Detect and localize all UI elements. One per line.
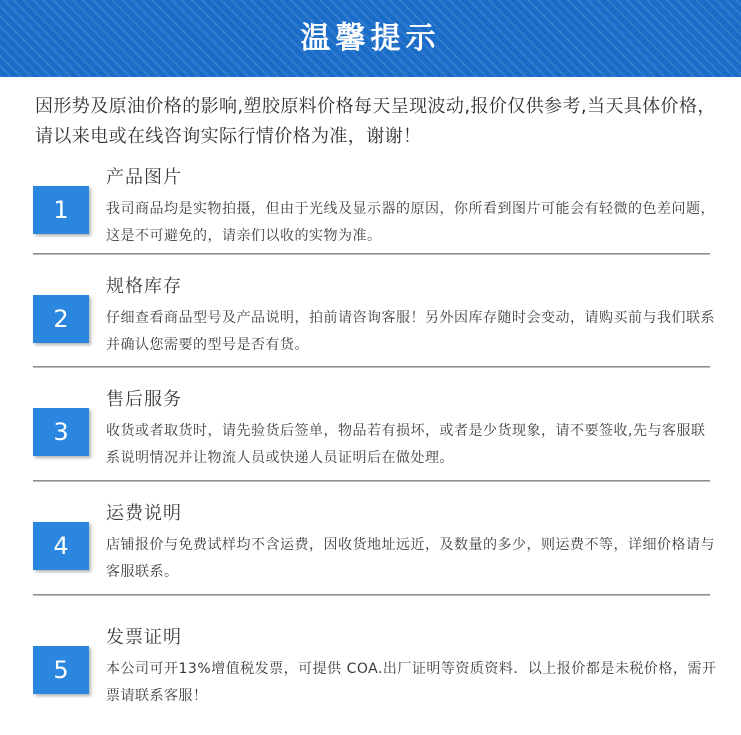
section-body: 收货或者取货时，请先验货后签单，物品若有损坏，或者是少货现象，请不要签收,先与客服联系说明情况并让物流人员或快递人员证明后在做处理。 xyxy=(106,423,706,466)
section-number-badge: 2 xyxy=(33,295,89,343)
section-body: 店铺报价与免费试样均不含运费，因收货地址远近，及数量的多少，则运费不等，详细价格请与客服联系。 xyxy=(106,537,715,580)
section-title: 发票证明 xyxy=(106,627,182,648)
header-banner xyxy=(0,0,741,77)
section-shipping xyxy=(0,502,741,602)
section-title: 产品图片 xyxy=(106,167,182,188)
section-divider xyxy=(33,366,710,368)
section-after-sales xyxy=(0,388,741,488)
section-title: 规格库存 xyxy=(106,276,182,297)
section-title: 售后服务 xyxy=(106,389,182,410)
page-title: 温馨提示 xyxy=(300,21,441,56)
section-title: 运费说明 xyxy=(106,503,182,524)
section-divider xyxy=(33,594,710,596)
section-number-badge: 1 xyxy=(33,186,89,234)
section-invoice xyxy=(0,626,741,726)
section-body: 本公司可开13%增值税发票，可提供 COA.出厂证明等资质资料．以上报价都是未税价格，需开票请联系客服！ xyxy=(106,661,717,704)
section-product-images xyxy=(0,166,741,266)
section-divider xyxy=(33,253,710,255)
section-number-badge: 4 xyxy=(33,522,89,570)
section-body: 仔细查看商品型号及产品说明，拍前请咨询客服！另外因库存随时会变动，请购买前与我们联系并确认您需要的型号是否有货。 xyxy=(106,310,715,353)
section-number-badge: 5 xyxy=(33,646,89,694)
intro-text: 因形势及原油价格的影响,塑胶原料价格每天呈现波动,报价仅供参考,当天具体价格，请以来电或在线咨询实际行情价格为准，谢谢！ xyxy=(35,96,716,147)
section-number-badge: 3 xyxy=(33,408,89,456)
section-body: 我司商品均是实物拍摄，但由于光线及显示器的原因，你所看到图片可能会有轻微的色差问题，这是不可避免的，请亲们以收的实物为准。 xyxy=(106,201,715,244)
section-divider xyxy=(33,480,710,482)
section-spec-stock xyxy=(0,275,741,375)
